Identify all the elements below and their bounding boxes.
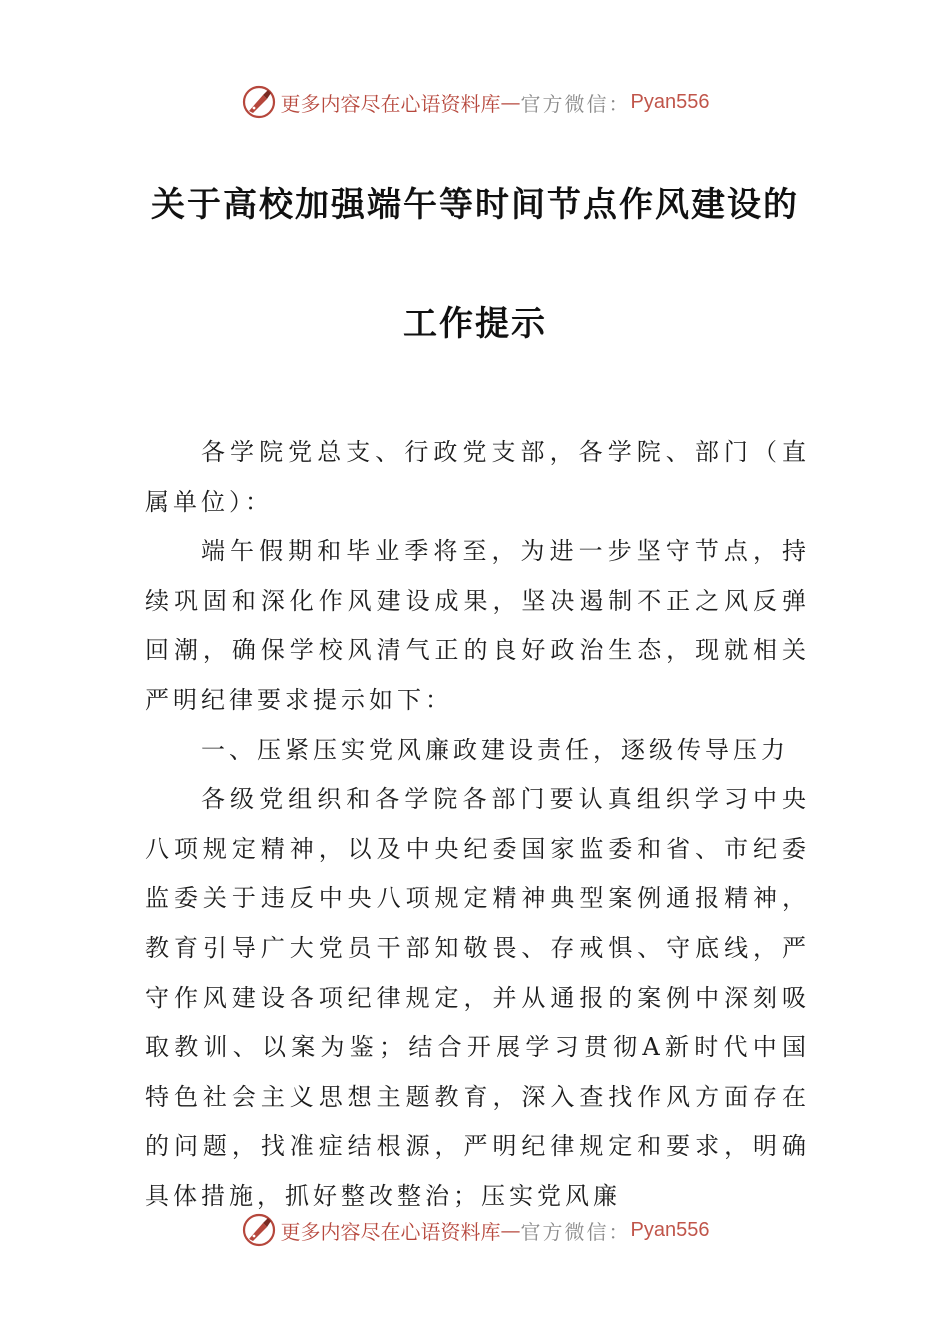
pen-nib-circle-logo-icon bbox=[241, 84, 277, 120]
watermark-banner-top bbox=[0, 82, 950, 122]
pen-nib-circle-logo-icon bbox=[241, 1212, 277, 1248]
watermark-wechat-label: 官方微信： bbox=[520, 91, 631, 116]
watermark-banner-bottom bbox=[0, 1210, 950, 1250]
document-title-line-2: 工作提示 bbox=[403, 304, 547, 344]
watermark-dash: — bbox=[500, 1218, 521, 1242]
watermark-dash: — bbox=[500, 90, 521, 114]
intro-paragraph: 端午假期和毕业季将至，为进一步坚守节点，持续巩固和深化作风建设成果，坚决遏制不正之风反弹回潮，确保学校风清气正的良好政治生态，现就相关严明纪律要求提示如下： bbox=[145, 537, 810, 714]
document-body bbox=[145, 428, 810, 1222]
watermark-site-text: 更多内容尽在心语资料库 bbox=[280, 1219, 501, 1244]
section-1-heading: 一、压紧压实党风廉政建设责任，逐级传导压力 bbox=[201, 735, 789, 764]
watermark-wechat-label: 官方微信： bbox=[520, 1219, 631, 1244]
watermark-site-text: 更多内容尽在心语资料库 bbox=[280, 91, 501, 116]
watermark-wechat-id: Pyan556 bbox=[630, 90, 710, 113]
section-1-paragraph: 各级党组织和各学院各部门要认真组织学习中央八项规定精神，以及中央纪委国家监委和省、市纪委监委关于违反中央八项规定精神典型案例通报精神，教育引导广大党员干部知敬畏、存戒惧、守底线，严守作风建设各项纪律规定，并从通报的案例中深刻吸取教训、以案为鉴；结合开展学习贯彻A新时代中国特色社会主义思想主题教育，深入查找作风方面存在的问题，找准症结根源，严明纪律规定和要求，明确具体措施，抓好整改整治；压实党风廉 bbox=[145, 785, 810, 1210]
salutation-paragraph: 各学院党总支、行政党支部，各学院、部门（直属单位）： bbox=[145, 438, 810, 516]
watermark-wechat-id: Pyan556 bbox=[630, 1218, 710, 1241]
document-title-line-1: 关于高校加强端午等时间节点作风建设的 bbox=[151, 185, 799, 225]
